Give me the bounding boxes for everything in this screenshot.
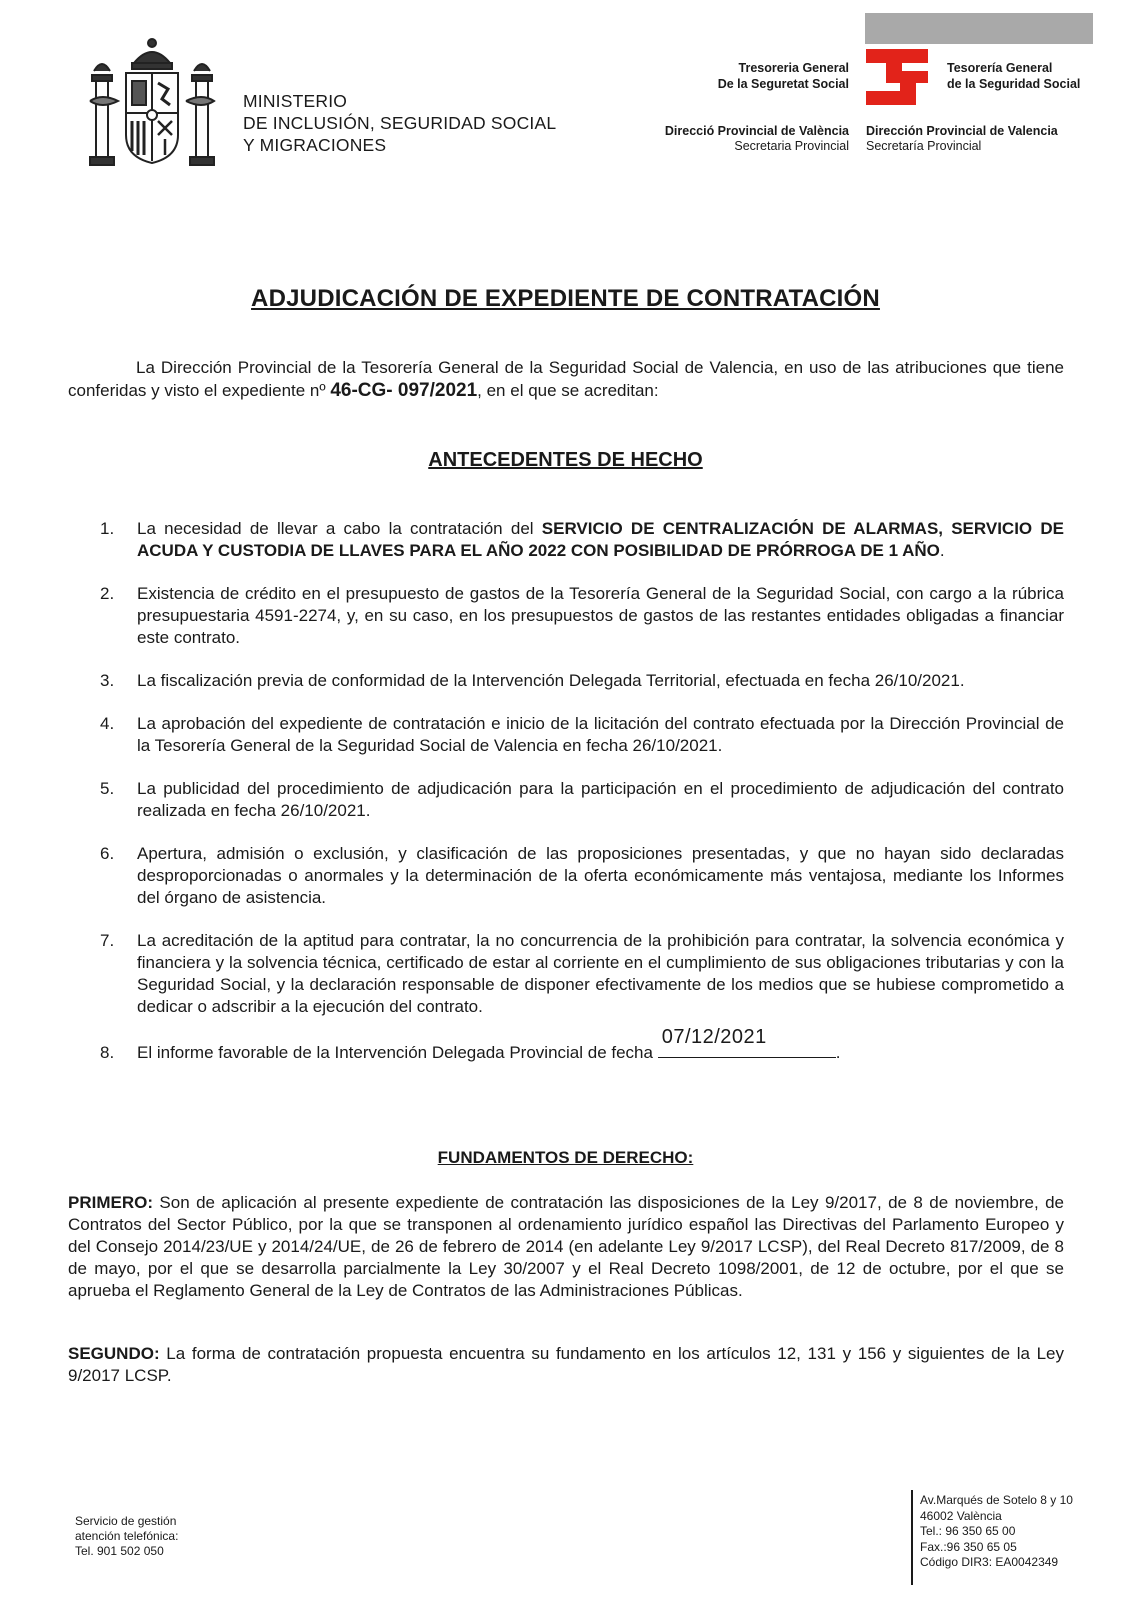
dp-valencian-line: Secretaria Provincial — [734, 139, 849, 153]
footer-phone: Tel. 901 502 050 — [75, 1544, 164, 1558]
footer-address — [920, 1493, 1073, 1571]
list-item — [100, 713, 1064, 757]
footer-contact-service — [75, 1514, 178, 1559]
item-text: La publicidad del procedimiento de adjudicación para la participación en el procedimiento de adjudicación del contrato realizada en fecha 26/10/2021. — [137, 779, 1064, 820]
footer-line: Código DIR3: EA0042349 — [920, 1555, 1059, 1569]
item-bold-text: SERVICIO DE CENTRALIZACIÓN DE ALARMAS, SERVICIO DE ACUDA Y CUSTODIA DE LLAVES PARA EL AÑO 2022 CON POSIBILIDAD DE PRÓRROGA DE 1 AÑO — [137, 519, 1064, 560]
ministry-name — [243, 90, 556, 156]
fundamentos-heading: FUNDAMENTOS DE DERECHO: — [437, 1148, 694, 1167]
direccion-provincial-valencian — [665, 124, 849, 154]
dp-spanish-line: Secretaría Provincial — [866, 139, 982, 153]
handwritten-date: 07/12/2021 — [661, 1026, 767, 1048]
dp-spanish-line: Dirección Provincial de Valencia — [866, 124, 1058, 138]
list-item — [100, 778, 1064, 822]
footer-divider — [911, 1490, 913, 1585]
intro-text: La Dirección Provincial de la Tesorería General de la Seguridad Social de Valencia, en uso de las atribuciones que tiene conferidas y visto el expediente nº — [68, 358, 1064, 400]
item-text: Apertura, admisión o exclusión, y clasificación de las proposiciones presentadas, y que no hayan sido declaradas desproporcionadas o anormales y la determinación de la oferta económicamente más ventajosa, mediante los Informes del órgano de asistencia. — [137, 844, 1064, 907]
footer-line: 46002 València — [920, 1508, 1002, 1523]
tgss-valencian-name — [718, 60, 849, 92]
item-number: 1. — [100, 519, 115, 538]
intro-text-end: , en el que se acreditan: — [477, 381, 659, 400]
item-number: 2. — [100, 584, 115, 603]
item-text: Existencia de crédito en el presupuesto de gastos de la Tesorería General de la Seguridad Social, con cargo a la rúbrica presupuestaria 4591-2274, y, en su caso, en los presupuestos de gastos de las restantes entidades obligadas a financiar este contrato. — [137, 584, 1064, 647]
direccion-provincial-spanish — [866, 124, 1058, 154]
fundamento-text: Son de aplicación al presente expediente de contratación las disposiciones de la Ley 9/2017, de 8 de noviembre, de Contratos del Sector Público, por la que se transponen al ordenamiento jurídico español las Directivas del Parlamento Europeo y del Consejo 2014/23/UE y 2014/24/UE, de 26 de febrero de 2014 (en adelante Ley 9/2017 LCSP), del Real Decreto 817/2009, de 8 de mayo, por el que se desarrolla parcialmente la Ley 30/2007 y el Real Decreto 1098/2001, de 12 de octubre, por el que se aprueba el Reglamento General de la Ley de Contratos de las Administraciones Públicas. — [68, 1193, 1064, 1300]
ministry-line: Y MIGRACIONES — [243, 135, 387, 155]
date-blank-field — [658, 1026, 836, 1058]
list-item — [100, 930, 1064, 1018]
intro-paragraph — [68, 356, 1064, 402]
grey-header-bar — [865, 13, 1093, 44]
item-text: La fiscalización previa de conformidad de la Intervención Delegada Territorial, efectuada en fecha 26/10/2021. — [137, 671, 965, 690]
tgss-spanish-line: de la Seguridad Social — [947, 77, 1081, 91]
list-item — [100, 518, 1064, 562]
document-title: ADJUDICACIÓN DE EXPEDIENTE DE CONTRATACIÓN — [251, 285, 880, 312]
expediente-number: 46-CG- 097/2021 — [330, 380, 478, 401]
item-text: La acreditación de la aptitud para contratar, la no concurrencia de la prohibición para contratar, la solvencia económica y financiera y la solvencia técnica, certificado de estar al corriente en el cumplimiento de sus obligaciones tributarias y con la Seguridad Social, y la declaración responsable de disponer efectivamente de los medios que se hubiese comprometido a dedicar o adscribir a la ejecución del contrato. — [137, 931, 1064, 1016]
item-text: El informe favorable de la Intervención Delegada Provincial de fecha — [137, 1043, 653, 1062]
fundamento-primero — [68, 1192, 1064, 1302]
ministry-line: DE INCLUSIÓN, SEGURIDAD SOCIAL — [243, 113, 557, 133]
item-end: . — [835, 1043, 841, 1062]
item-number: 6. — [100, 844, 115, 863]
dp-valencian-line: Direcció Provincial de València — [664, 124, 849, 138]
tgss-valencian-line: Tresoreria General — [738, 61, 849, 75]
tgss-valencian-line: De la Seguretat Social — [717, 77, 849, 91]
ministry-line: MINISTERIO — [243, 91, 348, 111]
fundamento-label: PRIMERO: — [68, 1193, 153, 1212]
footer-line: Av.Marqués de Sotelo 8 y 10 — [920, 1493, 1073, 1507]
item-number: 3. — [100, 671, 115, 690]
fundamento-label: SEGUNDO: — [68, 1344, 160, 1363]
item-text: La necesidad de llevar a cabo la contratación del — [137, 519, 534, 538]
footer-line: Tel.: 96 350 65 00 — [920, 1524, 1016, 1538]
tgss-logo — [866, 47, 928, 109]
item-end: . — [939, 541, 945, 560]
fundamento-text: La forma de contratación propuesta encuentra su fundamento en los artículos 12, 131 y 156 y siguientes de la Ley 9/2017 LCSP. — [68, 1344, 1064, 1385]
footer-line: Servicio de gestión — [75, 1514, 177, 1528]
fundamento-segundo — [68, 1343, 1064, 1387]
item-number: 8. — [100, 1043, 115, 1062]
item-number: 4. — [100, 714, 115, 733]
item-number: 7. — [100, 931, 115, 950]
tgss-spanish-line: Tesorería General — [947, 61, 1053, 75]
coat-of-arms-logo — [88, 35, 216, 175]
list-item — [100, 843, 1064, 909]
footer-line: Fax.:96 350 65 05 — [920, 1539, 1017, 1554]
tgss-spanish-name — [947, 60, 1080, 92]
footer-line: atención telefónica: — [75, 1529, 179, 1543]
list-item — [100, 670, 1064, 692]
item-text: La aprobación del expediente de contratación e inicio de la licitación del contrato efectuada por la Dirección Provincial de la Tesorería General de la Seguridad Social de Valencia en fecha 26/10/2021. — [137, 714, 1064, 755]
antecedentes-list — [100, 518, 1064, 1085]
list-item — [100, 1026, 1064, 1064]
item-number: 5. — [100, 779, 115, 798]
antecedentes-heading: ANTECEDENTES DE HECHO — [428, 449, 703, 471]
list-item — [100, 583, 1064, 649]
